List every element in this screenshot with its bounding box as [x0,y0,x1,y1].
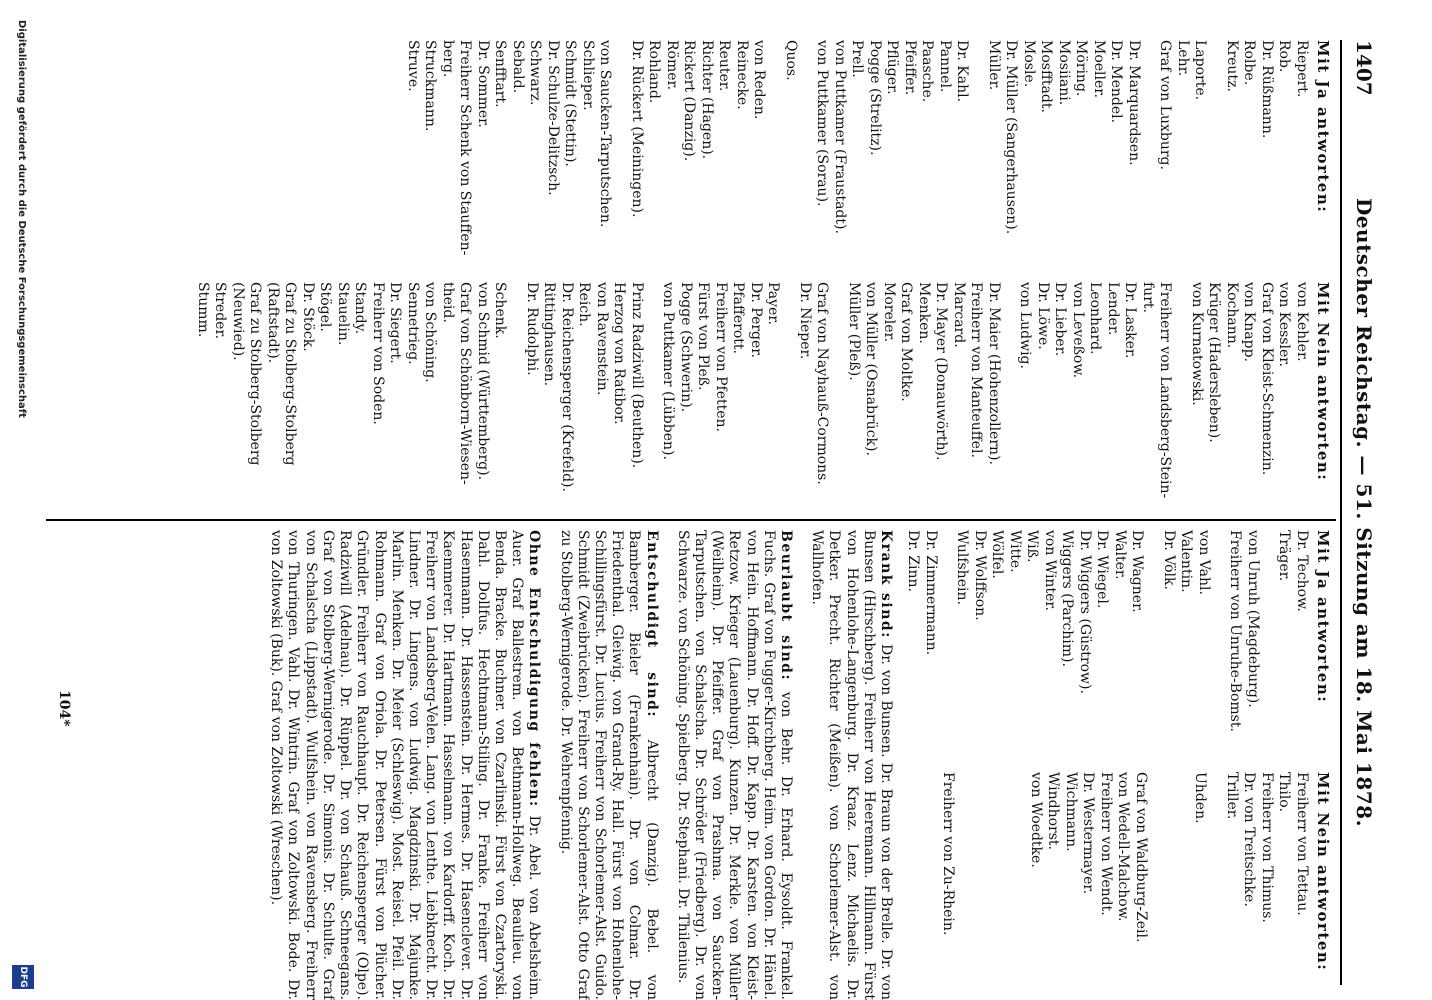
list-item: Kreutz. [1224,40,1240,92]
list-item: Streder. [212,282,229,340]
list-item: Römer. [664,40,680,91]
list-gap [939,530,953,758]
list-item: Struckmann. [422,40,439,132]
list-item: Freiherr von Thimus. [1259,772,1275,923]
list-gap [1212,530,1226,758]
page-number: 1407 [1352,40,1376,96]
list-item: Dr. Zinn. [905,530,922,592]
list-item: (Neuwied). [230,282,246,361]
list-item: von Saucken-Tarputschen. [597,40,614,228]
list-item: Dr. Techow. [1294,530,1310,612]
list-item: Lender. [1105,282,1121,336]
list-item: Moeller. [1091,40,1107,98]
list-item: Pfeiffer. [902,40,918,96]
list-item: Dr. Mayer (Donauwörth). [933,282,950,461]
header-rule [1340,40,1342,985]
list-gap [799,40,813,268]
list-gap [985,772,999,1000]
list-item: Freiherr von Manteuffel. [968,282,985,458]
absence-paragraph [808,530,894,1000]
list-item: furt. [1140,282,1156,313]
list-item: Triller. [1224,772,1240,820]
list-item: Dr. Sommer. [475,40,491,128]
dfg-credit: Digitalisierung gefördert durch die Deutsche Forschungsgemeinschaft [16,20,27,418]
list-item: Rittinghausen. [541,282,558,387]
left-nein-column [194,282,1333,510]
list-item: Freiherr von Pfetten. [713,282,729,433]
list-item: Stumm. [195,282,211,338]
list-item: Graf von Kleist-Schmenzin. [1259,282,1275,476]
list-item: Riepert. [1294,40,1310,98]
absence-paragraph [556,530,659,1000]
list-item: Fürst von Pleß. [695,282,712,391]
list-item: von Kurnatowski. [1189,282,1205,406]
list-gap [614,40,628,268]
list-item: Quos. [783,40,799,81]
list-item: Dr. Kahl. [954,40,971,103]
list-item: Menken. [916,282,932,344]
list-gap [957,772,971,1000]
list-item: Lehr. [1175,40,1191,77]
list-item: Walter. [1112,530,1128,580]
absence-paragraph [674,530,794,1000]
list-item: Möring. [1073,40,1090,97]
list-gap [509,282,523,510]
list-item: Wichmann. [1063,772,1079,852]
list-item: Dr. Lieber. [1052,282,1069,357]
list-item: Dr. Reichensperger (Krefeld). [559,282,575,492]
list-item: Wulfshein. [954,530,971,605]
list-gap [1142,40,1156,268]
absence-paragraph [267,530,542,1000]
list-item: von Schöning. [422,282,439,383]
list-item: Windhorst. [1045,772,1062,850]
list-item: Dr. Wagner. [1129,530,1146,613]
list-gap [1209,40,1223,268]
list-item: Schmidt (Stettin). [562,40,579,167]
list-item: Freiherr Schenk von Stauffen- [457,40,474,256]
list-item: (Raftstadt). [265,282,281,364]
list-gap [1174,282,1188,510]
list-gap [831,282,845,510]
list-item: Freiherr von Wendt. [1098,772,1114,916]
list-item: Dr. von Treitschke. [1241,772,1258,907]
ja-heading: Mit Ja antworten: [1314,40,1332,214]
list-gap [1013,772,1027,1000]
list-item: Graf zu Stolberg-Stolberg [247,282,264,466]
list-item: Wiß. [1024,530,1041,563]
list-item: Dr. Rüßmann. [1259,40,1275,139]
list-item: Wiggers (Parchim). [1059,530,1076,667]
list-item: berg. [440,40,456,78]
list-item: Stauelin. [335,282,351,346]
list-item: Prell. [849,40,866,78]
list-item: Pannel. [937,40,953,93]
list-item: von Woedtke. [1028,772,1044,868]
list-item: von Schmid (Württemberg). [475,282,491,481]
list-item: Dr. Siegert. [387,282,404,364]
list-item: Dr. Löwe. [1035,282,1051,350]
list-item: Schlieper. [580,40,596,111]
list-item: Mosiiani. [1056,40,1072,106]
list-item: Graf von Schönborn-Wiesen- [457,282,474,485]
list-item: Mosle. [1021,40,1037,88]
paragraph-text: von Behr. Dr. Erhard. Eysoldt. Frankel. Fuchs. Graf von Fugger-Kirchberg. Heim. von Gordon. Dr. Hänel. von Hein. Hoffmann. Dr. Hoff. Dr. Kapp. Dr. Karsten. von Kleist-Retzow. Krieger (Lauenburg). Kunzen. Dr. Merkle. von Müller (Weilheim). Dr. Pfeiffer. Graf von Prashma. von Saucken-Tarputschen. von Schalscha. Dr. Schröder (Friedberg). Dr. von Schwarze. von Schöning. Spielberg. Dr. Stephani. Dr. Thilenius. [674,530,794,1000]
list-item: Dr. Maier (Hohenzollern). [986,282,1002,465]
list-item: Freiherr von Tettau. [1294,772,1310,916]
list-gap [768,40,782,268]
list-item: von Winter. [1042,530,1058,611]
list-item: Dr. Schulze-Delitzsch. [545,40,561,196]
list-item: Müller (Pleß). [846,282,862,381]
list-item: Krüger (Hadersleben). [1206,282,1223,443]
list-item: von Unruh (Magdeburg). [1245,530,1261,708]
list-item: von Vahl. [1196,530,1212,595]
list-item: Rickert (Danzig). [681,40,698,162]
list-item: Graf zu Stolberg-Stolberg [282,282,299,466]
list-item: Laporte. [1192,40,1209,101]
paragraph-text: Albrecht (Danzig). Bebel. von Bamberger. Bieler (Frankenhain). Dr. von Colmar. Dr. Friedenthal. Gleiwig. von Grand-Ry. Hall. Fürst von Hohenlohe-Schillingsfürst. Dr. Lucius. Freiherr von Schorlemer-Alst. Guido. Schmidt (Zweibrücken). Freiherr von Schorlemer-Alst. Otto Graf zu Stolberg-Wernigerode. Dr. Wehrenpfennig. [557,530,660,1000]
left-half [42,40,1332,510]
list-item: Struve. [405,40,421,92]
list-item: Kochann. [1224,282,1240,349]
list-item: von Reden. [751,40,768,120]
list-item: Dr. Westermayer. [1080,772,1097,895]
list-item: Rob. [1276,40,1293,73]
list-item: Dr. Nieper. [797,282,813,360]
page-title: Deutscher Reichstag. — 51. Sitzung am 18. Mai 1878. [1352,197,1376,828]
list-gap [999,772,1013,1000]
paragraph-text: Dr. von Bunsen. Dr. Braun von der Brelle. Dr. von Bunsen (Hirschberg). Freiherr von Heeremann. Hillmann. Fürst von Hohenlohe-Langenburg. Dr. Kraaz. Lenz. Michaelis. Dr. Detker. Precht. Richter (Meißen). von Schorlemer-Alst. von Wallhofen. [809,530,894,1000]
list-item: Graf von Luxburg. [1157,40,1174,170]
list-item: Rolbe. [1241,40,1258,86]
list-item: Pogge (Schwerin). [678,282,694,413]
ja-name-list [404,40,1311,268]
list-item: von Kehler. [1294,282,1310,362]
list-item: Marcard. [951,282,967,348]
list-item: Freiherr von Landsberg-Stein- [1157,282,1174,499]
list-gap [782,282,796,510]
list-item: von Puttkamer (Sorau). [814,40,831,207]
list-item: Freiherr von Soden. [370,282,386,425]
list-item: Rohland. [646,40,663,104]
list-gap [1146,530,1160,758]
list-item: von Müller (Osnabrück). [863,282,880,456]
list-item: Paasche. [919,40,936,103]
paragraph-lead: Entschuldigt sind: [643,530,660,719]
list-item: von Ludwig. [1017,282,1034,369]
list-item: theid. [440,282,456,323]
ja-name-list [904,530,1310,758]
list-item: Dr. Wiegel. [1094,530,1111,609]
list-item: Dr. Rückert (Meiningen). [629,40,645,218]
paragraph-lead: Beurlaubt sind: [777,530,794,682]
list-item: von Knapp. [1241,282,1258,363]
list-item: Stögel. [317,282,334,332]
list-gap [645,282,659,510]
list-item: Schwarz. [527,40,544,106]
list-item: Graf von Nayhauß-Cormons. [814,282,831,485]
list-item: Standy. [352,282,369,335]
list-item: Pfafferott. [730,282,747,355]
nein-heading: Mit Nein antworten: [1314,282,1332,482]
list-item: Dr. Lasker. [1122,282,1139,359]
list-item: Herzog von Ratibor. [611,282,628,425]
list-item: von Kessler. [1276,282,1293,367]
list-item: von Puttkamer (Lübben). [660,282,677,460]
list-gap [1149,772,1163,1000]
list-item: Thilo. [1276,772,1293,812]
list-item: Wölfel. [989,530,1006,579]
list-item: von Puttkamer (Fraustadt). [832,40,848,234]
absence-paragraphs [267,530,894,1000]
list-item: Reich. [576,282,593,327]
paragraph-lead: Ohne Entschuldigung fehlen: [526,530,543,808]
list-item: Dr. Mendel. [1108,40,1125,124]
list-item: Sennetrieg. [405,282,421,365]
list-item: Graf von Waldburg-Zeil. [1133,772,1149,943]
right-nein-column [904,772,1332,1000]
nein-heading: Mit Nein antworten: [1314,772,1332,972]
list-item: Dr. Marquardsen. [1126,40,1142,166]
list-item: Dr. Rudolphi. [524,282,540,376]
list-item: Freiherr von Zu-Rhein. [940,772,957,936]
paragraph-lead: Krank sind: [878,530,894,639]
list-item: Witte. [1007,530,1023,573]
right-half [42,530,1332,1000]
list-gap [1261,530,1275,758]
nein-name-list [194,282,1311,510]
list-item: Reuter. [716,40,733,92]
list-item: Valentin. [1178,530,1195,593]
list-item: Graf von Moltke. [898,282,915,402]
list-item: Prinz Radziwill (Beuthen). [629,282,645,469]
list-item: Träger. [1276,530,1293,582]
list-item: von Leveßow. [1070,282,1086,379]
list-item: Moreler. [881,282,897,343]
list-item: Pflüger. [884,40,901,95]
paragraph-text: Dr. Abel. von Abelsheim. Auer. Graf Ballestrem. von Bethmann-Hollweg. Beaulieu. von Benda. Bracke. Buchner. von Czarlinski. Fürst von Czartoryski. Dahl. Dollfus. Hechtmann-Stiling. Dr. Franke. Freiherr von Hasenmann. Dr. Hassenstein. Dr. Hermes. Dr. Hasenclever. Dr. Kaemmerer. Dr. Hartmann. Hasselmann. von Kardorff. Koch. Dr. Freiherr von Landsberg-Velen. Lang. von Lenthe. Liebknecht. Dr. Lindner. Dr. Lingens. von Ludwig. Magdzinski. Dr. Majunke. Marlin. Menken. Dr. Meier (Schleswig). Most. Reisel. Pfeil. Dr. Rohmann. Graf von Oriola. Dr. Petersen. Fürst von Plücher. Gründler. Freiherr von Rauchhaupt. Dr. Reichensperger (Olpe). Radziwill (Adelnau). Dr. Rüppel. Dr. von Schauß. Schneegans. Graf von Stolberg-Wernigerode. Dr. Simonis. Dr. Schulte. Graf von Schalscha (Lippstadt). Wulfshein. von Ravensberg. Freiherr von Thuringen. Vahl. Dr. Wintrin. Graf von Zoltowski. Bode. Dr. von Zoltowski (Buk). Graf von Zoltowski (Wreschen). [268,530,543,1000]
list-item: Dr. Perger. [748,282,764,358]
ja-heading: Mit Ja antworten: [1314,530,1332,704]
dfg-logo: DFG [12,965,34,989]
list-item: Dr. Zimmermann. [923,530,939,656]
list-item: Dr. Völk. [1161,530,1177,590]
left-ja-column [194,40,1333,268]
list-gap [971,40,985,268]
list-gap [1209,772,1223,1000]
column-divider [46,519,1336,521]
list-item: Dr. Wolffson. [972,530,988,621]
list-item: Schenk. [492,282,509,339]
list-item: Dr. Stöck. [300,282,316,352]
list-item: Uhden. [1192,772,1209,824]
list-gap [1002,282,1016,510]
list-gap [1163,772,1177,1000]
list-item: Reinecke. [734,40,750,110]
page-header [1346,40,1376,985]
list-item: Leonhard. [1087,282,1104,355]
list-item: von Ravenstein. [594,282,610,396]
list-item: Payer. [765,282,782,325]
list-item: Dr. Müller (Sangerhausen). [1003,40,1020,235]
list-item: Mosfftadt. [1038,40,1055,113]
list-item: Pogge (Strelitz). [867,40,883,156]
list-gap [971,772,985,1000]
list-item: Freiherr von Unruhe-Bomst. [1227,530,1244,732]
list-item: Richter (Hagen). [699,40,715,160]
list-item: Müller. [986,40,1002,91]
list-item: Sebald. [510,40,526,94]
list-gap [1177,772,1191,1000]
signature-mark: 104* [56,690,72,727]
right-ja-column [904,530,1332,758]
list-item: Senfftart. [492,40,509,108]
list-item: von Wedell-Malchow. [1115,772,1132,922]
list-item: Dr. Wiggers (Güstrow). [1077,530,1093,694]
nein-name-list [939,772,1310,1000]
